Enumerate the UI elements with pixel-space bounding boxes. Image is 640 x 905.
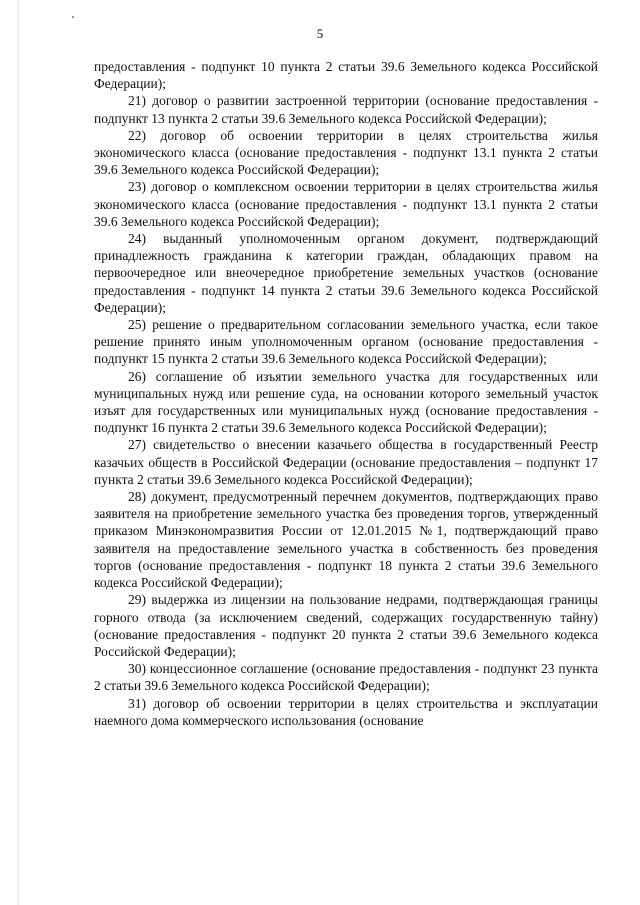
list-item-22: 22) договор об освоении территории в целях строительства жилья экономического класса (основание предоставления - подпункт 13.1 пункта 2 статьи 39.6 Земельного кодекса Российской Федерации); (94, 127, 598, 178)
list-item-24: 24) выданный уполномоченным органом документ, подтверждающий принадлежность гражданина к категории граждан, обладающих правом на первоочередное или внеочередное приобретение земельных участков (основание предоставления - подпункт 14 пункта 2 статьи 39.6 Земельного кодекса Российской Федерации); (94, 231, 598, 315)
list-item-31: 31) договор об освоении территории в целях строительства и эксплуатации наемного дома коммерческого использования (основание (94, 695, 598, 728)
list-item-30: 30) концессионное соглашение (основание предоставления - подпункт 23 пункта 2 статьи 39.6 Земельного кодекса Российской Федерации); (94, 661, 598, 694)
list-item-29: 29) выдержка из лицензии на пользование недрами, подтверждающая границы горного отвода (за исключением сведений, содержащих государственную тайну) (основание предоставления - подпункт 20 пункта 2 статьи 39.6 Земельного кодекса Российской Федерации); (94, 592, 598, 659)
scan-edge (18, 0, 19, 905)
page-number: 5 (316, 26, 324, 41)
list-item-23: 23) договор о комплексном освоении территории в целях строительства жилья экономического класса (основание предоставления - подпункт 13.1 пункта 2 статьи 39.6 Земельного кодекса Российской Федерации); (94, 179, 598, 229)
list-item-27: 27) свидетельство о внесении казачьего общества в государственный Реестр казачьих обществ в Российской Федерации (основание предоставления – подпункт 17 пункта 2 статьи 39.6 Земельного кодекса Российской Федерации); (94, 437, 598, 487)
list-item-28: 28) документ, предусмотренный перечнем документов, подтверждающих право заявителя на приобретение земельного участка без проведения торгов, утвержденный приказом Минэкономразвития России от 12.01.2015 №1, подтверждающий право заявителя на предоставление земельного участка в собственность без проведения торгов (основание предоставления - подпункт 18 пункта 2 статьи 39.6 Земельного кодекса Российской Федерации); (94, 489, 598, 591)
list-item-25: 25) решение о предварительном согласовании земельного участка, если такое решение принято иным уполномоченным органом (основание предоставления - подпункт 15 пункта 2 статьи 39.6 Земельного кодекса Российской Федерации); (94, 317, 598, 367)
list-item-21: 21) договор о развитии застроенной территории (основание предоставления - подпункт 13 пункта 2 статьи 39.6 Земельного кодекса Российской Федерации); (94, 93, 598, 126)
paragraph-continuation: предоставления - подпункт 10 пункта 2 статьи 39.6 Земельного кодекса Российской Федерации); (94, 59, 598, 92)
document-body (94, 58, 598, 729)
list-item-26: 26) соглашение об изъятии земельного участка для государственных или муниципальных нужд или решение суда, на основании которого земельный участок изъят для государственных или муниципальных нужд (основание предоставления - подпункт 16 пункта 2 статьи 39.6 Земельного кодекса Российской Федерации); (94, 368, 598, 436)
scan-speck (72, 16, 74, 18)
